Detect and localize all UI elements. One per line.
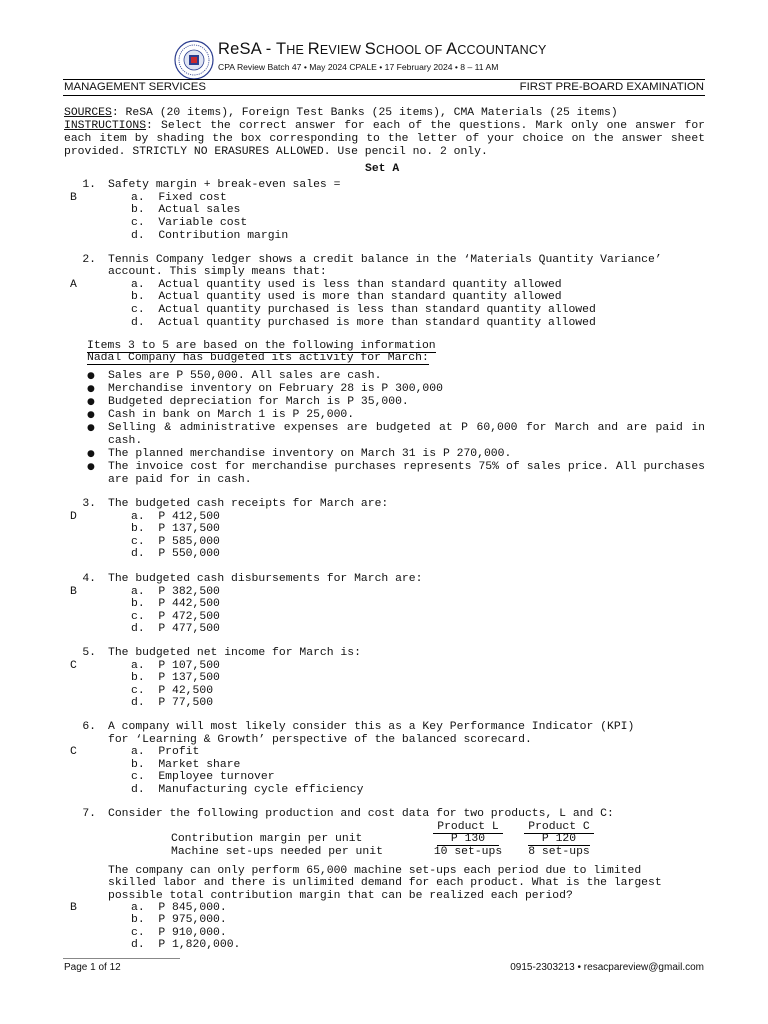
option: b. Market share — [131, 759, 241, 771]
question-text: Tennis Company ledger shows a credit balance in the ‘Materials Quantity Variance’ — [108, 254, 662, 266]
option: d. P 550,000 — [131, 548, 220, 560]
bullet-icon: ● — [87, 462, 95, 472]
answer-key: B — [70, 586, 77, 598]
school-title: ReSA - THE REVIEW SCHOOL OF ACCOUNTANCY — [218, 40, 547, 58]
question-text: The budgeted cash disbursements for March are: — [108, 573, 423, 585]
bullet-icon: ● — [87, 371, 95, 381]
question-number: 2. — [82, 254, 96, 266]
option: a. Fixed cost — [131, 192, 227, 204]
answer-key: A — [70, 279, 77, 291]
bullet-icon: ● — [87, 410, 95, 420]
option: d. Manufacturing cycle efficiency — [131, 784, 364, 796]
option: c. Actual quantity purchased is less than standard quantity allowed — [131, 304, 596, 316]
option: c. P 42,500 — [131, 685, 214, 697]
question-text: for ‘Learning & Growth’ perspective of the balanced scorecard. — [108, 734, 532, 746]
question-number: 4. — [82, 573, 96, 585]
option: d. P 1,820,000. — [131, 939, 241, 951]
bullet-text: Merchandise inventory on February 28 is P 300,000 — [108, 383, 443, 395]
option: d. P 477,500 — [131, 623, 220, 635]
option: a. P 382,500 — [131, 586, 220, 598]
question-text: The company can only perform 65,000 machine set-ups each period due to limited — [108, 865, 642, 877]
option: a. P 845,000. — [131, 902, 227, 914]
option: c. P 910,000. — [131, 927, 227, 939]
option: d. P 77,500 — [131, 697, 214, 709]
table-row-label: Machine set-ups needed per unit — [171, 846, 383, 858]
option: a. P 412,500 — [131, 511, 220, 523]
table-cell: 10 set-ups — [433, 846, 503, 858]
answer-key: B — [70, 902, 77, 914]
answer-key: C — [70, 746, 77, 758]
question-text: account. This simply means that: — [108, 266, 327, 278]
option: a. P 107,500 — [131, 660, 220, 672]
table-header-product-l: Product L — [433, 821, 503, 834]
bullet-icon: ● — [87, 397, 95, 407]
question-text: A company will most likely consider this as a Key Performance Indicator (KPI) — [108, 721, 635, 733]
question-text: possible total contribution margin that can be realized each period? — [108, 890, 573, 902]
bullet-text: Sales are P 550,000. All sales are cash. — [108, 370, 382, 382]
bullet-text: The planned merchandise inventory on March 31 is P 270,000. — [108, 448, 512, 460]
bullet-icon: ● — [87, 384, 95, 394]
contact-info: 0915-2303213 • resacpareview@gmail.com — [510, 962, 704, 973]
question-number: 3. — [82, 498, 96, 510]
sources-line: SOURCES: ReSA (20 items), Foreign Test Banks (25 items), CMA Materials (25 items) — [64, 107, 618, 119]
option: b. P 442,500 — [131, 598, 220, 610]
group-intro: Items 3 to 5 are based on the following information — [87, 340, 436, 352]
question-number: 1. — [82, 179, 96, 191]
bullet-text: The invoice cost for merchandise purchases represents 75% of sales price. All purchases are paid for in cash. — [108, 461, 705, 486]
table-cell: P 130 — [450, 833, 486, 845]
option: a. Actual quantity used is less than standard quantity allowed — [131, 279, 562, 291]
table-row-label: Contribution margin per unit — [171, 833, 363, 845]
question-number: 6. — [82, 721, 96, 733]
bullet-text: Cash in bank on March 1 is P 25,000. — [108, 409, 355, 421]
bullet-text: Selling & administrative expenses are budgeted at P 60,000 for March and are paid in cash. — [108, 422, 705, 447]
question-text: skilled labor and there is unlimited demand for each product. What is the largest — [108, 877, 662, 889]
option: b. P 137,500 — [131, 672, 220, 684]
option: c. P 585,000 — [131, 536, 220, 548]
option: c. P 472,500 — [131, 611, 220, 623]
answer-key: C — [70, 660, 77, 672]
bullet-icon: ● — [87, 449, 95, 459]
question-number: 7. — [82, 808, 96, 820]
question-text: Safety margin + break-even sales = — [108, 179, 341, 191]
option: c. Employee turnover — [131, 771, 275, 783]
header-rule-bottom — [63, 95, 705, 96]
question-text: The budgeted net income for March is: — [108, 647, 361, 659]
option: b. Actual sales — [131, 204, 241, 216]
table-cell: P 120 — [541, 833, 577, 845]
option: a. Profit — [131, 746, 200, 758]
table-cell: 8 set-ups — [528, 846, 590, 858]
question-text: Consider the following production and cost data for two products, L and C: — [108, 808, 614, 820]
question-number: 5. — [82, 647, 96, 659]
group-intro-company: Nadal Company has budgeted its activity for March: — [87, 352, 429, 364]
answer-key: B — [70, 192, 77, 204]
question-text: The budgeted cash receipts for March are: — [108, 498, 389, 510]
option: b. Actual quantity used is more than standard quantity allowed — [131, 291, 562, 303]
option: d. Actual quantity purchased is more than standard quantity allowed — [131, 317, 596, 329]
table-header-product-c: Product C — [524, 821, 594, 834]
bullet-text: Budgeted depreciation for March is P 35,000. — [108, 396, 409, 408]
bullet-icon: ● — [87, 423, 95, 433]
set-title: Set A — [365, 163, 400, 175]
exam-schedule: CPA Review Batch 47 • May 2024 CPALE • 17 February 2024 • 8 – 11 AM — [218, 62, 499, 72]
subject-name: MANAGEMENT SERVICES — [64, 81, 206, 93]
footer-rule — [63, 958, 180, 959]
option: b. P 975,000. — [131, 914, 227, 926]
option: b. P 137,500 — [131, 523, 220, 535]
instructions-paragraph: INSTRUCTIONS: Select the correct answer for each of the questions. Mark only one answer for each item by shading the box corresponding to the letter of your choice on the answer sheet provided. STRICTLY NO ERASURES ALLOWED. Use pencil no. 2 only. — [64, 120, 705, 158]
option: d. Contribution margin — [131, 230, 289, 242]
option: c. Variable cost — [131, 217, 248, 229]
answer-key: D — [70, 511, 77, 523]
exam-name: FIRST PRE-BOARD EXAMINATION — [519, 81, 704, 93]
page-number: Page 1 of 12 — [64, 962, 121, 973]
resa-seal-logo — [174, 40, 214, 80]
header-rule-top — [63, 79, 705, 80]
